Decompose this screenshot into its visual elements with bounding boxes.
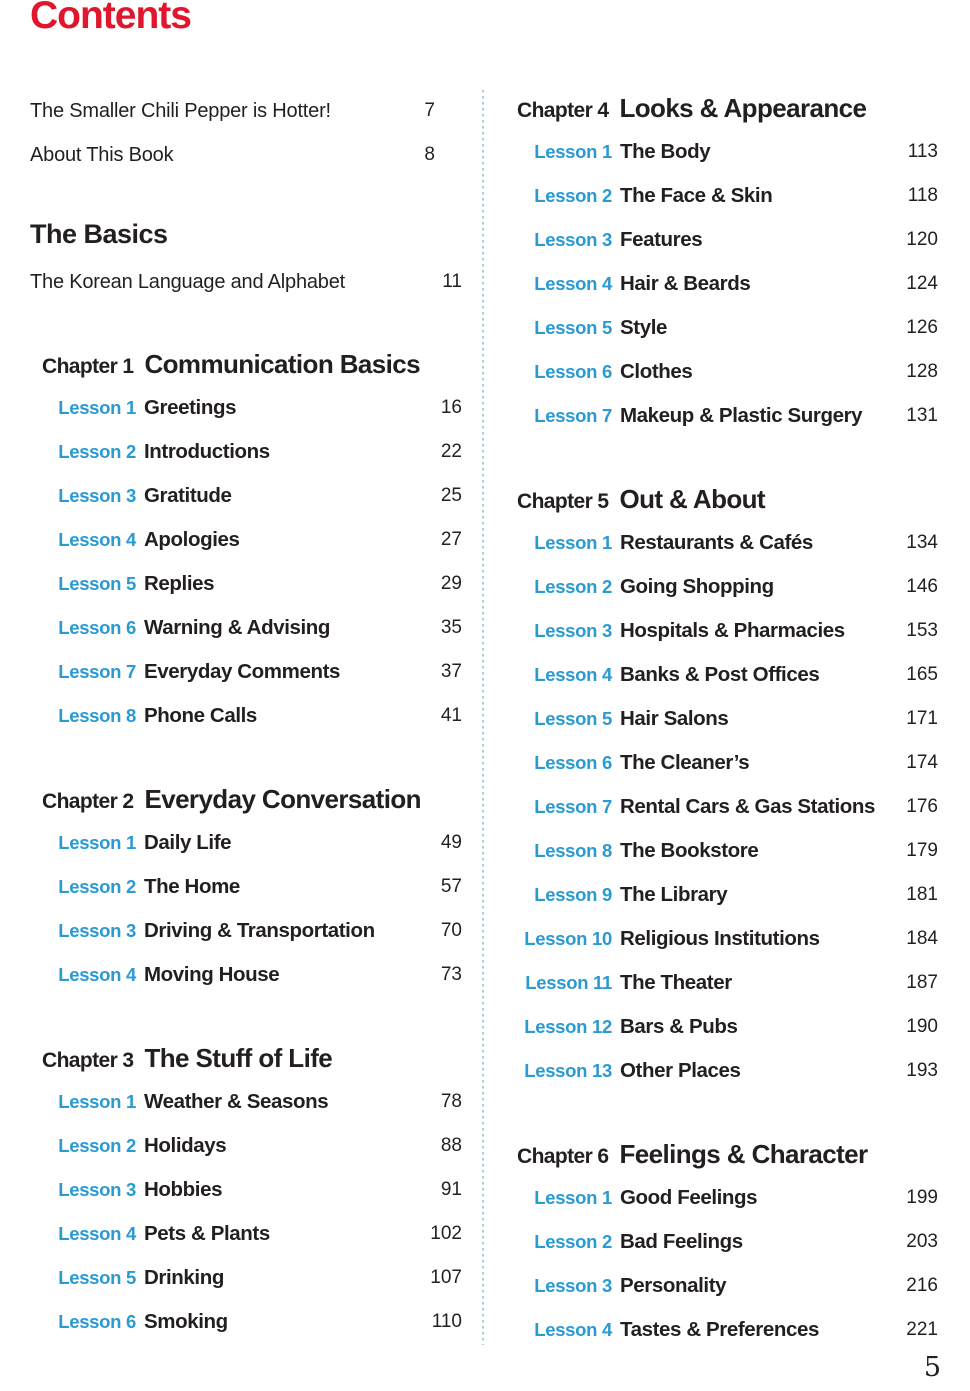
toc-entry	[517, 1264, 938, 1308]
chapter-block	[517, 1132, 938, 1352]
lesson-title: Good Feelings	[620, 1186, 758, 1209]
lesson-title: Bars & Pubs	[620, 1015, 738, 1038]
column-divider	[482, 90, 484, 1345]
chapter-title: Communication Basics	[144, 349, 420, 379]
lesson-number-label: Lesson 3	[534, 229, 612, 250]
entry-page-number: 171	[906, 708, 938, 729]
entry-page-number: 8	[424, 144, 435, 165]
lesson-number-label: Lesson 2	[534, 185, 612, 206]
chapter-label: Chapter 5	[517, 490, 609, 513]
lesson-number-label: Lesson 5	[534, 708, 612, 729]
entry-title: The Smaller Chili Pepper is Hotter!	[30, 99, 331, 122]
toc-entry	[30, 650, 462, 694]
toc-entry	[30, 1256, 462, 1300]
lesson-number-label: Lesson 13	[524, 1060, 612, 1081]
entry-page-number: 187	[906, 972, 938, 993]
entry-page-number: 190	[906, 1016, 938, 1037]
toc-entry	[30, 474, 462, 518]
toc-entry	[517, 1220, 938, 1264]
lesson-number-label: Lesson 7	[534, 405, 612, 426]
lesson-number-label: Lesson 4	[534, 664, 612, 685]
chapter-title: The Stuff of Life	[144, 1043, 333, 1073]
lesson-number-label: Lesson 10	[524, 928, 612, 949]
toc-entry	[30, 606, 462, 650]
chapter-block	[30, 1036, 462, 1344]
basics-entry	[30, 260, 462, 304]
lesson-number-label: Lesson 6	[58, 617, 136, 638]
toc-entry	[517, 262, 938, 306]
chapter-block	[30, 342, 462, 738]
toc-entry	[517, 1049, 938, 1093]
entry-page-number: 37	[440, 661, 462, 682]
lesson-title: Going Shopping	[620, 575, 774, 598]
toc-entry	[517, 565, 938, 609]
entry-page-number: 216	[906, 1275, 938, 1296]
entry-page-number: 193	[906, 1060, 938, 1081]
lesson-number-label: Lesson 12	[524, 1016, 612, 1037]
toc-entry	[30, 1168, 462, 1212]
entry-page-number: 146	[906, 576, 938, 597]
chapter-label: Chapter 4	[517, 99, 609, 122]
entry-page-number: 41	[440, 705, 462, 726]
lesson-number-label: Lesson 1	[534, 532, 612, 553]
lesson-title: Other Places	[620, 1059, 741, 1082]
entry-page-number: 16	[440, 397, 462, 418]
toc-entry	[517, 174, 938, 218]
chapter-block	[517, 477, 938, 1093]
entry-title: About This Book	[30, 143, 174, 166]
toc-entry	[30, 518, 462, 562]
lesson-title: The Bookstore	[620, 839, 759, 862]
toc-entry	[30, 1212, 462, 1256]
chapter-heading	[517, 86, 938, 130]
entry-page-number: 110	[431, 1311, 462, 1332]
chapter-title: Everyday Conversation	[144, 784, 421, 814]
lesson-title: The Face & Skin	[620, 184, 773, 207]
chapter-title: Looks & Appearance	[619, 93, 867, 123]
entry-page-number: 184	[906, 928, 938, 949]
lesson-number-label: Lesson 3	[534, 620, 612, 641]
lesson-title: Replies	[144, 572, 215, 595]
chapter-heading	[30, 1036, 462, 1080]
toc-entry	[517, 1308, 938, 1352]
lesson-number-label: Lesson 4	[534, 1319, 612, 1340]
lesson-title: Rental Cars & Gas Stations	[620, 795, 876, 818]
toc-entry	[30, 821, 462, 865]
entry-page-number: 91	[440, 1179, 462, 1200]
section-heading-basics: The Basics	[30, 219, 168, 249]
folio-page-number: 5	[923, 1352, 941, 1383]
entry-page-number: 7	[424, 100, 435, 121]
toc-entry	[517, 785, 938, 829]
lesson-title: Gratitude	[144, 484, 232, 507]
toc-entry	[517, 306, 938, 350]
entry-page-number: 165	[906, 664, 938, 685]
front-matter-entry	[30, 133, 462, 177]
entry-page-number: 131	[906, 405, 938, 426]
right-chapter-list	[517, 86, 938, 1352]
lesson-title: Religious Institutions	[620, 927, 820, 950]
left-chapter-list	[30, 342, 462, 1344]
lesson-number-label: Lesson 1	[58, 832, 136, 853]
toc-entry	[517, 130, 938, 174]
entry-page-number: 11	[442, 271, 462, 292]
toc-entry	[517, 350, 938, 394]
entry-page-number: 199	[906, 1187, 938, 1208]
toc-entry	[30, 1124, 462, 1168]
lesson-title: Smoking	[144, 1310, 228, 1333]
lesson-number-label: Lesson 2	[534, 1231, 612, 1252]
chapter-label: Chapter 2	[42, 790, 134, 813]
chapter-block	[517, 86, 938, 438]
entry-page-number: 179	[906, 840, 938, 861]
toc-entry	[30, 1080, 462, 1124]
entry-page-number: 174	[906, 752, 938, 773]
lesson-number-label: Lesson 5	[58, 573, 136, 594]
entry-title: The Korean Language and Alphabet	[30, 270, 345, 293]
lesson-title: Makeup & Plastic Surgery	[620, 404, 863, 427]
lesson-title: Tastes & Preferences	[620, 1318, 820, 1341]
lesson-title: Restaurants & Cafés	[620, 531, 813, 554]
toc-entry	[517, 521, 938, 565]
lesson-title: Greetings	[144, 396, 237, 419]
lesson-number-label: Lesson 8	[58, 705, 136, 726]
chapter-title: Out & About	[619, 484, 765, 514]
toc-entry	[517, 1176, 938, 1220]
entry-page-number: 113	[907, 141, 938, 162]
lesson-title: The Cleaner’s	[620, 751, 750, 774]
lesson-title: Apologies	[144, 528, 240, 551]
lesson-title: Bad Feelings	[620, 1230, 743, 1253]
toc-entry	[517, 741, 938, 785]
lesson-title: The Home	[144, 875, 240, 898]
lesson-number-label: Lesson 3	[58, 485, 136, 506]
toc-entry	[517, 961, 938, 1005]
entry-page-number: 126	[906, 317, 938, 338]
chapter-label: Chapter 1	[42, 355, 134, 378]
lesson-number-label: Lesson 4	[534, 273, 612, 294]
lesson-number-label: Lesson 11	[525, 972, 612, 993]
lesson-title: Driving & Transportation	[144, 919, 375, 942]
lesson-number-label: Lesson 4	[58, 529, 136, 550]
toc-entry	[30, 430, 462, 474]
toc-entry	[517, 653, 938, 697]
toc-entry	[30, 694, 462, 738]
lesson-number-label: Lesson 1	[534, 1187, 612, 1208]
chapter-title: Feelings & Character	[619, 1139, 868, 1169]
lesson-number-label: Lesson 6	[534, 752, 612, 773]
front-matter-entry	[30, 89, 462, 133]
toc-entry	[517, 1005, 938, 1049]
lesson-title: Daily Life	[144, 831, 232, 854]
lesson-title: Weather & Seasons	[144, 1090, 329, 1113]
lesson-title: Personality	[620, 1274, 727, 1297]
entry-page-number: 221	[906, 1319, 938, 1340]
lesson-number-label: Lesson 3	[534, 1275, 612, 1296]
entry-page-number: 118	[907, 185, 938, 206]
lesson-title: Hair Salons	[620, 707, 729, 730]
lesson-title: Pets & Plants	[144, 1222, 270, 1245]
entry-page-number: 124	[906, 273, 938, 294]
entry-page-number: 49	[440, 832, 462, 853]
lesson-number-label: Lesson 6	[534, 361, 612, 382]
lesson-title: The Theater	[620, 971, 732, 994]
lesson-number-label: Lesson 3	[58, 920, 136, 941]
lesson-number-label: Lesson 1	[534, 141, 612, 162]
toc-entry	[30, 1300, 462, 1344]
lesson-number-label: Lesson 7	[58, 661, 136, 682]
lesson-number-label: Lesson 5	[58, 1267, 136, 1288]
page-title: Contents	[30, 0, 191, 37]
chapter-label: Chapter 3	[42, 1049, 134, 1072]
lesson-title: Features	[620, 228, 703, 251]
entry-page-number: 88	[440, 1135, 462, 1156]
entry-page-number: 70	[440, 920, 462, 941]
entry-page-number: 57	[440, 876, 462, 897]
entry-page-number: 102	[430, 1223, 462, 1244]
toc-entry	[517, 394, 938, 438]
lesson-title: Everyday Comments	[144, 660, 341, 683]
lesson-number-label: Lesson 2	[58, 441, 136, 462]
lesson-title: Hair & Beards	[620, 272, 751, 295]
entry-page-number: 78	[440, 1091, 462, 1112]
lesson-number-label: Lesson 4	[58, 964, 136, 985]
toc-entry	[30, 562, 462, 606]
lesson-title: Hobbies	[144, 1178, 223, 1201]
lesson-number-label: Lesson 9	[534, 884, 612, 905]
entry-page-number: 73	[440, 964, 462, 985]
entry-page-number: 29	[440, 573, 462, 594]
lesson-title: Warning & Advising	[144, 616, 331, 639]
toc-entry	[517, 873, 938, 917]
chapter-heading	[517, 477, 938, 521]
toc-entry	[517, 218, 938, 262]
lesson-number-label: Lesson 6	[58, 1311, 136, 1332]
lesson-title: Clothes	[620, 360, 693, 383]
entry-page-number: 176	[906, 796, 938, 817]
lesson-title: Moving House	[144, 963, 280, 986]
chapter-heading	[30, 777, 462, 821]
lesson-number-label: Lesson 7	[534, 796, 612, 817]
lesson-title: Holidays	[144, 1134, 227, 1157]
toc-entry	[30, 865, 462, 909]
lesson-number-label: Lesson 1	[58, 397, 136, 418]
lesson-number-label: Lesson 4	[58, 1223, 136, 1244]
entry-page-number: 22	[440, 441, 462, 462]
chapter-heading	[30, 342, 462, 386]
entry-page-number: 27	[440, 529, 462, 550]
entry-page-number: 134	[906, 532, 938, 553]
chapter-block	[30, 777, 462, 997]
lesson-title: Phone Calls	[144, 704, 257, 727]
entry-page-number: 153	[906, 620, 938, 641]
lesson-title: Style	[620, 316, 667, 339]
toc-entry	[30, 953, 462, 997]
chapter-label: Chapter 6	[517, 1145, 609, 1168]
left-column	[30, 0, 462, 1344]
lesson-number-label: Lesson 2	[58, 876, 136, 897]
lesson-number-label: Lesson 2	[534, 576, 612, 597]
lesson-number-label: Lesson 3	[58, 1179, 136, 1200]
lesson-title: Banks & Post Offices	[620, 663, 820, 686]
entry-page-number: 203	[906, 1231, 938, 1252]
entry-page-number: 120	[906, 229, 938, 250]
entry-page-number: 25	[440, 485, 462, 506]
right-column	[517, 0, 938, 1352]
lesson-number-label: Lesson 2	[58, 1135, 136, 1156]
entry-page-number: 35	[440, 617, 462, 638]
toc-entry	[30, 386, 462, 430]
toc-entry	[517, 917, 938, 961]
toc-entry	[517, 829, 938, 873]
lesson-title: Hospitals & Pharmacies	[620, 619, 845, 642]
lesson-number-label: Lesson 1	[58, 1091, 136, 1112]
toc-entry	[517, 697, 938, 741]
entry-page-number: 107	[430, 1267, 462, 1288]
toc-entry	[30, 909, 462, 953]
lesson-title: Drinking	[144, 1266, 224, 1289]
entry-page-number: 181	[906, 884, 938, 905]
toc-entry	[517, 609, 938, 653]
entry-page-number: 128	[906, 361, 938, 382]
lesson-number-label: Lesson 8	[534, 840, 612, 861]
lesson-title: The Library	[620, 883, 728, 906]
chapter-heading	[517, 1132, 938, 1176]
lesson-title: The Body	[620, 140, 711, 163]
lesson-title: Introductions	[144, 440, 270, 463]
lesson-number-label: Lesson 5	[534, 317, 612, 338]
